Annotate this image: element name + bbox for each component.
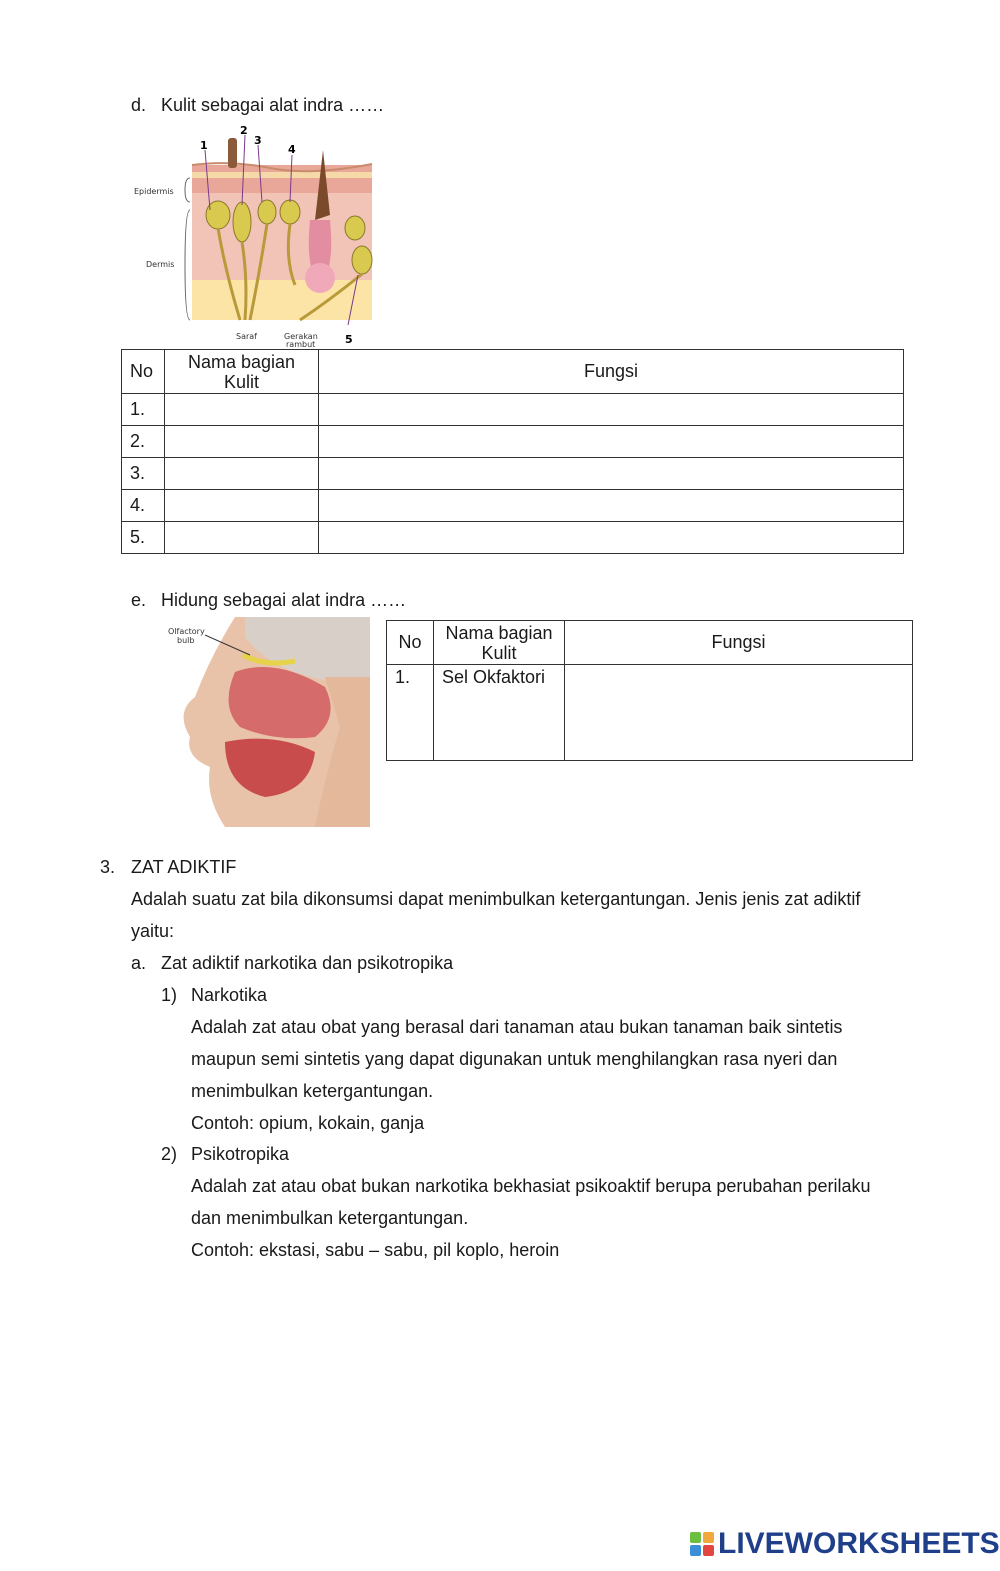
item2-example: Contoh: ekstasi, sabu – sabu, pil koplo, heroin: [191, 1240, 560, 1260]
section-d-title: Kulit sebagai alat indra ……: [161, 95, 385, 115]
table-row: 2.: [122, 426, 904, 458]
section-d-label: d.: [131, 95, 147, 115]
answer-cell[interactable]: [165, 490, 319, 522]
th-no: No: [122, 350, 165, 394]
item2-title: Psikotropika: [191, 1144, 290, 1164]
label-gerakan: Gerakan: [284, 332, 318, 341]
liveworksheets-logo[interactable]: [690, 1527, 1000, 1561]
th-nama: Nama bagian Kulit: [434, 621, 565, 665]
diagram-num-2: 2: [240, 124, 248, 137]
answer-cell[interactable]: [319, 490, 904, 522]
th-fungsi: Fungsi: [319, 350, 904, 394]
hair-short: [228, 138, 237, 168]
logo-text: LIVEWORKSHEETS: [718, 1527, 1000, 1560]
diagram-num-1: 1: [200, 139, 208, 152]
intro-line-1: Adalah suatu zat bila dikonsumsi dapat menimbulkan ketergantungan. Jenis jenis zat adiktif: [131, 889, 861, 909]
sub-a-title: Zat adiktif narkotika dan psikotropika: [161, 953, 454, 973]
item1-line3: menimbulkan ketergantungan.: [191, 1081, 434, 1101]
diagram-num-3: 3: [254, 134, 262, 147]
item1-line2: maupun semi sintetis yang dapat digunakan untuk menghilangkan rasa nyeri dan: [191, 1049, 838, 1069]
answer-cell[interactable]: [165, 522, 319, 554]
receptor-5: [352, 246, 372, 274]
th-fungsi: Fungsi: [565, 621, 913, 665]
item2-line1: Adalah zat atau obat bukan narkotika bekhasiat psikoaktif berupa perubahan perilaku: [191, 1176, 871, 1196]
diagram-num-4: 4: [288, 143, 296, 156]
answer-cell[interactable]: [319, 394, 904, 426]
table-row: 3.: [122, 458, 904, 490]
table-row: 1. Sel Okfaktori: [387, 665, 913, 761]
item2-label: 2): [161, 1144, 178, 1164]
item1-title: Narkotika: [191, 985, 268, 1005]
answer-cell[interactable]: [165, 458, 319, 490]
skin-diagram: [130, 120, 380, 350]
answer-cell[interactable]: [319, 522, 904, 554]
table-row: 4.: [122, 490, 904, 522]
item1-example: Contoh: opium, kokain, ganja: [191, 1113, 425, 1133]
section-3-number: 3.: [100, 857, 116, 877]
receptor-4: [280, 200, 300, 224]
sub-a-label: a.: [131, 953, 147, 973]
diagram-num-5: 5: [345, 333, 353, 346]
table-row: 5.: [122, 522, 904, 554]
receptor-3: [258, 200, 276, 224]
answer-cell[interactable]: [319, 458, 904, 490]
th-no: No: [387, 621, 434, 665]
section-e-label: e.: [131, 590, 147, 610]
nose-table: [386, 620, 913, 761]
label-bulb: bulb: [177, 636, 195, 645]
item1-label: 1): [161, 985, 178, 1005]
skin-table: [121, 349, 904, 554]
label-olfactory: Olfactory: [168, 627, 205, 636]
answer-cell[interactable]: [165, 426, 319, 458]
logo-squares-icon: [690, 1532, 714, 1556]
label-dermis: Dermis: [146, 260, 175, 269]
section-e-title: Hidung sebagai alat indra ……: [161, 590, 407, 610]
table-row: 1.: [122, 394, 904, 426]
section-3-title: ZAT ADIKTIF: [131, 857, 237, 877]
answer-cell[interactable]: [319, 426, 904, 458]
item2-line2: dan menimbulkan ketergantungan.: [191, 1208, 469, 1228]
answer-cell[interactable]: [165, 394, 319, 426]
receptor-2: [233, 202, 251, 242]
answer-cell[interactable]: [565, 665, 913, 761]
label-saraf: Saraf: [236, 332, 257, 341]
nose-diagram: [165, 617, 370, 827]
intro-line-2: yaitu:: [131, 921, 175, 941]
item1-line1: Adalah zat atau obat yang berasal dari tanaman atau bukan tanaman baik sintetis: [191, 1017, 843, 1037]
label-rambut: rambut: [286, 340, 316, 349]
th-nama: Nama bagian Kulit: [165, 350, 319, 394]
label-epidermis: Epidermis: [134, 187, 174, 196]
